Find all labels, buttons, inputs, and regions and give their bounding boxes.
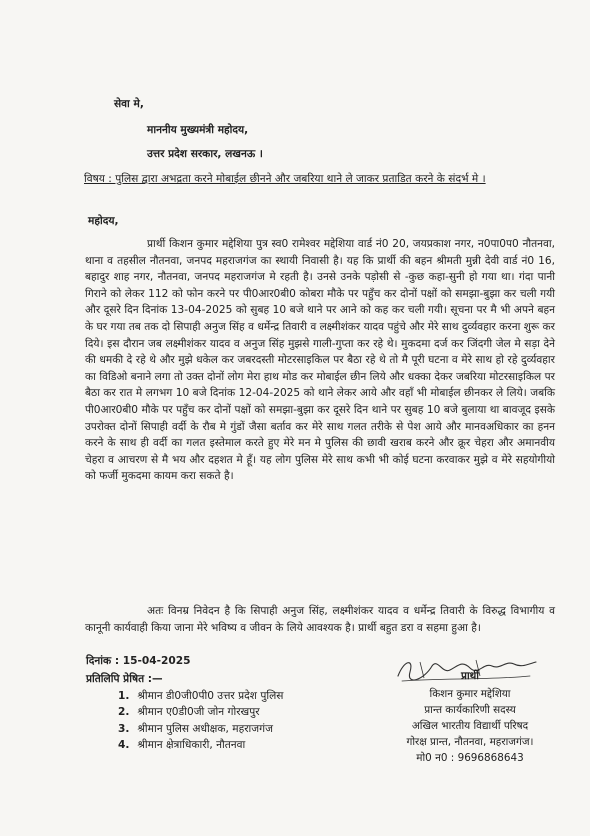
addressee-line-1: माननीय मुख्यमंत्री महोदय, — [147, 124, 249, 136]
list-item: 3. श्रीमान पुलिस अधीक्षक, महराजगंज — [118, 722, 273, 735]
signatory-designation: प्रान्त कार्यकारिणी सदस्य — [424, 704, 516, 716]
body-paragraph-2: अतः विनम्र निवेदन है कि सिपाही अनुज सिंह, लक्ष्मीशंकर यादव व धर्मेन्द्र तिवारी के विरुद्ध विभागीय व कानूनी कार्यवाही किया जाना मेरे भविष्य व जीवन के लिये आवश्यक है। प्रार्थी बहुत डरा व सहमा हुआ है। — [85, 605, 555, 634]
greeting: महोदय, — [88, 215, 119, 227]
list-item: 1. श्रीमान डी0जी0पी0 उत्तर प्रदेश पुलिस — [118, 690, 284, 702]
copy-list — [118, 688, 283, 754]
list-item: 4. श्रीमान क्षेत्राधिकारी, नौतनवा — [118, 739, 246, 752]
subject-line: विषय : पुलिस द्वारा अभद्रता करने मोबाईल छीनने और जबरिया थाने ले जाकर प्रताडित करने के संदर्भ मे । — [84, 173, 486, 185]
signature-label: प्रार्थी — [461, 670, 479, 682]
copy-heading: प्रतिलिपि प्रेषित :— — [86, 673, 163, 685]
signatory-organization: अखिल भारतीय विद्यार्थी परिषद — [411, 720, 529, 732]
body-paragraph-1: प्रार्थी किशन कुमार मद्देशिया पुत्र स्व0 रामेश्वर मद्देशिया वार्ड नं0 20, जयप्रकाश नगर, न0पा0प0 नौतनवा, थाना व तहसील नौतनवा, जनपद महराजगंज का स्थायी निवासी है। यह कि प्रार्थी की बहन श्रीमती मुन्नी देवी वार्ड नं0 16, बहादुर शाह नगर, नौतनवा, जनपद महराजगंज मे रहती है। उनसे उनके पड़ोसी से -कुछ कहा-सुनी हो गया था। गंदा पानी गिराने को लेकर 112 को फोन करने पर पी0आर0बी0 कोबरा मौके पर पहुँच कर दोनों पक्षों को समझा-बुझा कर चली गयी और दूसरे दिन दिनांक 13-04-2025 को सुबह 10 बजे थाने पर आने को कह कर चली गयी। सूचना पर मै भी अपने बहन के घर गया तब तक दो सिपाही अनुज सिंह व धर्मेन्द्र तिवारी व लक्ष्मीशंकर यादव पहुंचे और मेरे साथ दुर्व्यवहार करना शुरू कर दिये। इस दौरान जब लक्ष्मीशंकर यादव व अनुज सिंह मुझसे गाली-गुप्ता कर रहे थे। मुकदमा दर्ज कर जिंदगी जेल मे सड़ा देने की धमकी दे रहे थे और मुझे धकेल कर जबरदस्ती मोटरसाइकिल पर बैठा रहे थे तो मै पूरी घटना व मेरे साथ हो रहे दुर्व्यवहार का विडिओ बनाने लगा तो उक्त दोनों लोग मेरा हाथ मोड कर मोबाईल छीन लिये और धक्का देकर जबरिया मोटरसाइकिल पर बैठा कर रात मे लगभग 10 बजे दिनांक 12-04-2025 को थाने लेकर आये और वहाँ भी मोबाईल छीनकर ले लिये। जबकि पी0आर0बी0 मौके पर पहुँच कर दोनों पक्षों को समझा-बुझा कर दूसरे दिन थाने पर सुबह 10 बजे बुलाया था बावजूद इसके उपरोक्त दोनों सिपाही वर्दी के रौब मे गुंडों जैसा बर्ताव कर मेरे साथ गलत तरीके से पेश आये और मानवअधिकार का हनन करने के साथ ही वर्दी का गलत इस्तेमाल करते हुए मेरे मन मे पुलिस की छावी खराब करने और क्रूर चेहरा और अमानवीय चेहरा व आचरण से मै भय और दहशत मे हूँ। यह लोग पुलिस मेरे साथ कभी भी कोई घटना करवाकर मुझे व मेरे सहयोगीयो को फर्जी मुकदमा कायम करा सकते है। — [85, 238, 555, 483]
date-line: दिनांक : 15-04-2025 — [86, 655, 191, 667]
signatory-region: गोरक्ष प्रान्त, नौतनवा, महराजगंज। — [406, 736, 534, 748]
list-item: 2. श्रीमान ए0डी0जी जोन गोरखपुर — [118, 706, 260, 719]
signatory-mobile: मो0 न0 : 9696868643 — [416, 752, 524, 764]
addressee-line-2: उत्तर प्रदेश सरकार, लखनऊ । — [147, 148, 263, 160]
salutation-to: सेवा मे, — [114, 98, 144, 110]
signature-block — [385, 668, 555, 766]
signatory-name: किशन कुमार मद्देशिया — [429, 688, 511, 700]
